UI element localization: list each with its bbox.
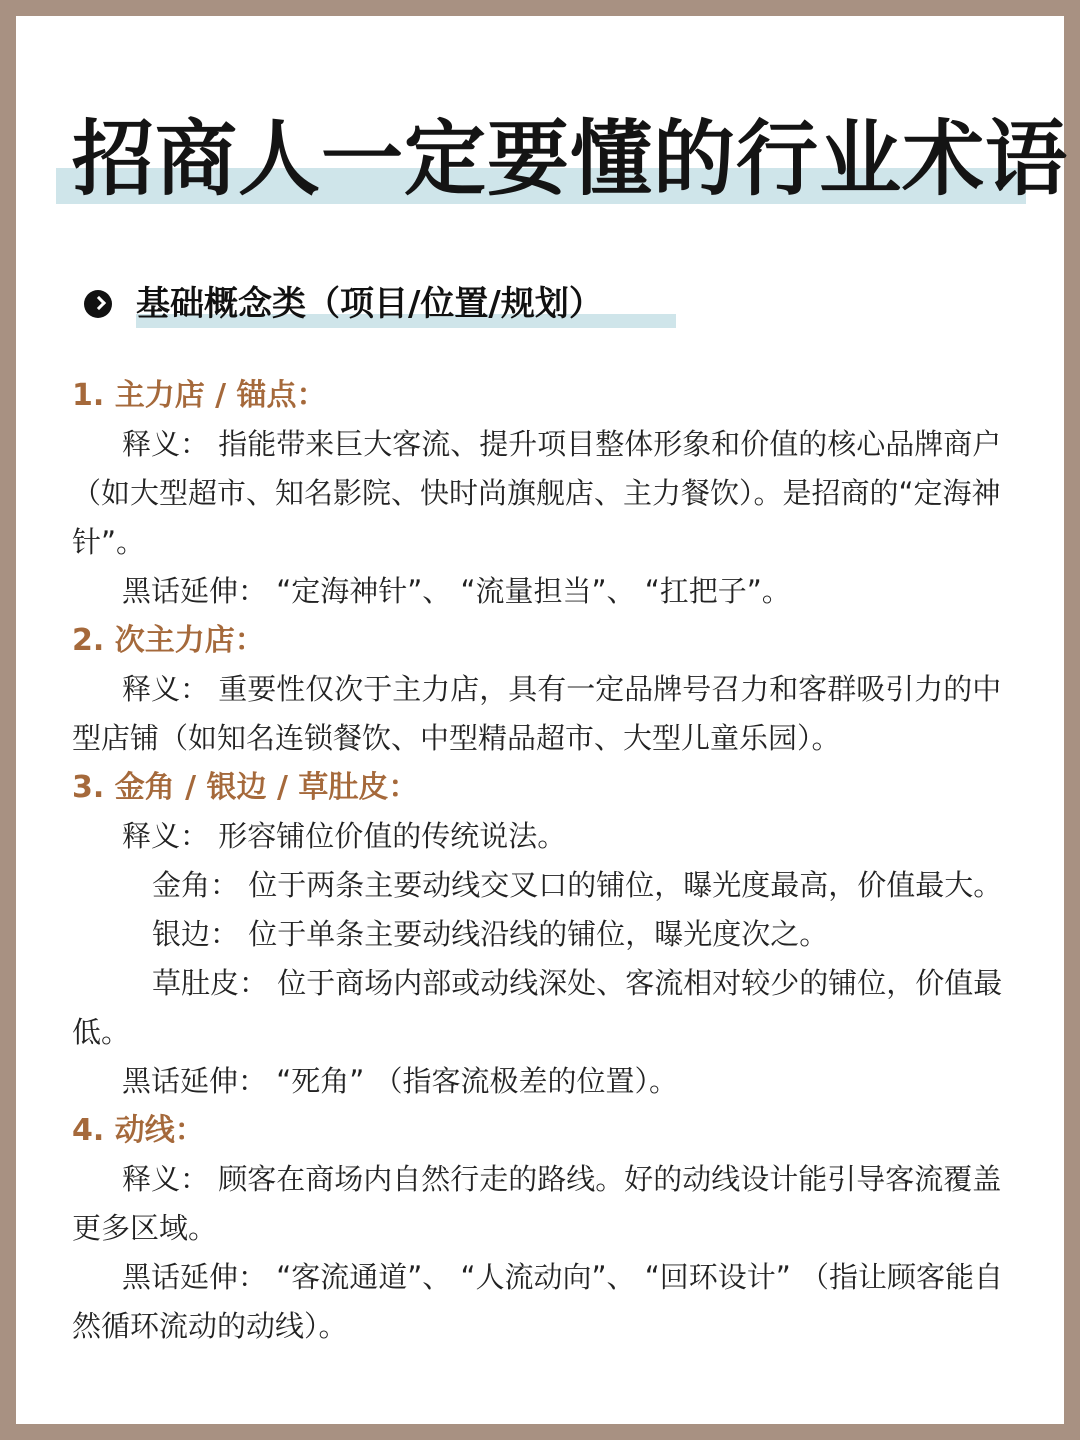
term-heading: 1. 主力店 / 锚点： bbox=[72, 378, 327, 413]
term-definition: 释义： 指能带来巨大客流、提升项目整体形象和价值的核心品牌商户（如大型超市、知名影院、快时尚旗舰店、主力餐饮）。是招商的“定海神针”。 bbox=[72, 427, 1002, 559]
page-title-block bbox=[56, 104, 1069, 224]
term-slang: 黑话延伸： “定海神针”、 “流量担当”、 “扛把子”。 bbox=[122, 574, 791, 608]
section-title: 基础概念类（项目/位置/规划） bbox=[136, 284, 603, 324]
term-definition: 释义： 重要性仅次于主力店，具有一定品牌号召力和客群吸引力的中型店铺（如知名连锁餐饮、中型精品超市、大型儿童乐园）。 bbox=[72, 672, 1002, 755]
content-card bbox=[16, 16, 1069, 1424]
term-heading: 3. 金角 / 银边 / 草肚皮： bbox=[72, 770, 419, 805]
term-subitem-gold: 金角： 位于两条主要动线交叉口的铺位，曝光度最高，价值最大。 bbox=[152, 868, 1003, 902]
play-circle-icon bbox=[84, 290, 112, 318]
term-definition: 释义： 顾客在商场内自然行走的路线。好的动线设计能引导客流覆盖更多区域。 bbox=[72, 1162, 1002, 1245]
page-title: 招商人一定要懂的行业术语 bbox=[72, 112, 1069, 207]
term-subitem-grass: 草肚皮： 位于商场内部或动线深处、客流相对较少的铺位，价值最低。 bbox=[72, 966, 1003, 1049]
term-definition: 释义： 形容铺位价值的传统说法。 bbox=[122, 819, 567, 853]
term-slang: 黑话延伸： “死角” （指客流极差的位置）。 bbox=[122, 1064, 678, 1098]
terms-list bbox=[72, 371, 1012, 1351]
term-heading: 4. 动线： bbox=[72, 1113, 205, 1148]
term-slang: 黑话延伸： “客流通道”、 “人流动向”、 “回环设计” （指让顾客能自然循环流动的动线）。 bbox=[72, 1260, 1004, 1343]
term-subitem-silver: 银边： 位于单条主要动线沿线的铺位，曝光度次之。 bbox=[152, 917, 829, 951]
term-heading: 2. 次主力店： bbox=[72, 623, 265, 658]
